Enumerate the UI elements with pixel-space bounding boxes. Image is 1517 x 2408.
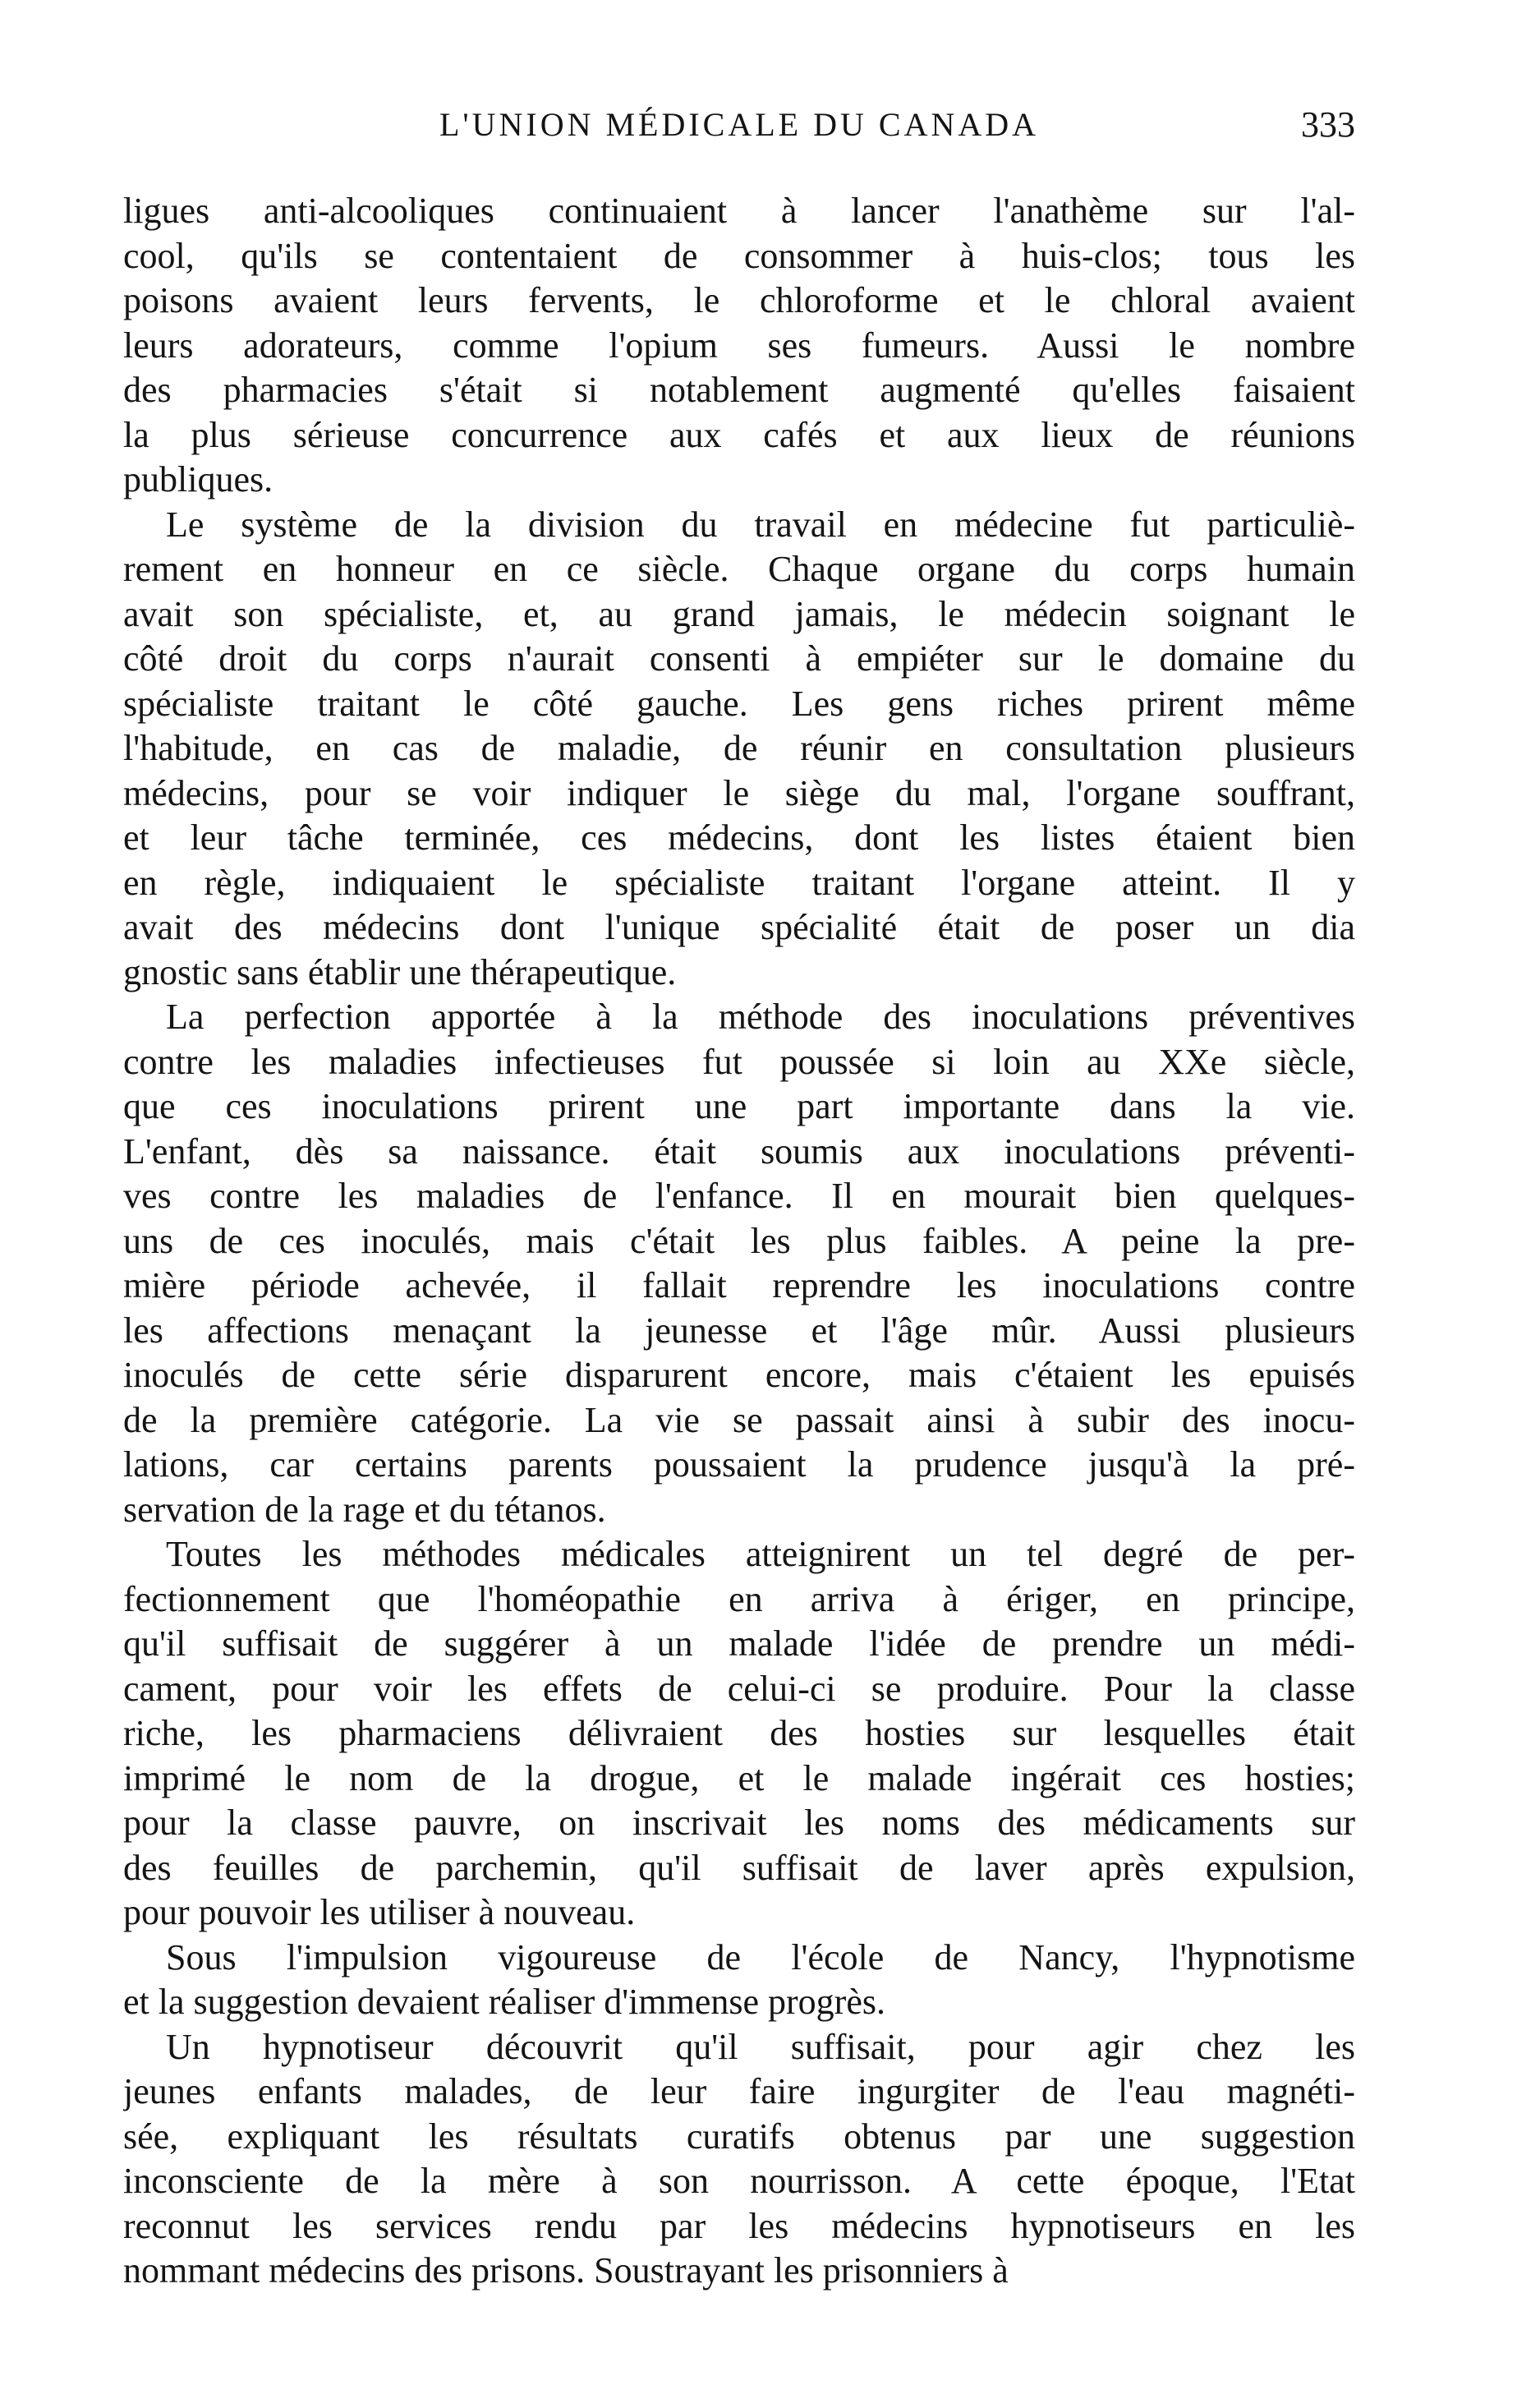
- text-line: que ces inoculations prirent une part importante dans la vie.: [123, 1086, 1355, 1126]
- text-line: riche, les pharmaciens délivraient des hosties sur lesquelles était: [123, 1713, 1355, 1753]
- text-line: cool, qu'ils se contentaient de consommer à huis-clos; tous les: [123, 235, 1355, 276]
- text-line: et leur tâche terminée, ces médecins, dont les listes étaient bien: [123, 817, 1355, 858]
- running-head: [123, 100, 1355, 150]
- text-line: Un hypnotiseur découvrit qu'il suffisait, pour agir chez les: [166, 2026, 1355, 2067]
- text-line: Sous l'impulsion vigoureuse de l'école de Nancy, l'hypnotisme: [166, 1936, 1355, 1978]
- text-line: lations, car certains parents poussaient la prudence jusqu'à la pré-: [123, 1444, 1355, 1485]
- text-line: de la première catégorie. La vie se passait ainsi à subir des inocu-: [123, 1399, 1355, 1440]
- text-line: rement en honneur en ce siècle. Chaque organe du corps humain: [123, 549, 1355, 589]
- text-line: sée, expliquant les résultats curatifs obtenus par une suggestion: [123, 2116, 1355, 2157]
- text-line: qu'il suffisait de suggérer à un malade l'idée de prendre un médi-: [123, 1623, 1355, 1664]
- text-line: la plus sérieuse concurrence aux cafés et aux lieux de réunions: [123, 414, 1355, 455]
- text-line: fectionnement que l'homéopathie en arriva à ériger, en principe,: [123, 1578, 1355, 1619]
- text-line: poisons avaient leurs fervents, le chloroforme et le chloral avaient: [123, 280, 1355, 320]
- text-line: médecins, pour se voir indiquer le siège du mal, l'organe souffrant,: [123, 772, 1355, 813]
- paragraph: [123, 503, 1355, 996]
- text-line: des feuilles de parchemin, qu'il suffisait de laver après expulsion,: [123, 1847, 1355, 1888]
- text-line: côté droit du corps n'aurait consenti à empiéter sur le domaine du: [123, 638, 1355, 679]
- body-text: [123, 189, 1355, 2294]
- text-line: jeunes enfants malades, de leur faire ingurgiter de l'eau magnéti-: [123, 2071, 1355, 2111]
- paragraph: [123, 1936, 1355, 2025]
- text-line: ligues anti-alcooliques continuaient à lancer l'anathème sur l'al-: [123, 191, 1355, 231]
- text-line: pour pouvoir les utiliser à nouveau.: [123, 1892, 636, 1932]
- text-line: servation de la rage et du tétanos.: [123, 1489, 606, 1530]
- text-line: des pharmacies s'était si notablement augmenté qu'elles faisaient: [123, 370, 1355, 410]
- text-line: uns de ces inoculés, mais c'était les plus faibles. A peine la pre-: [123, 1220, 1355, 1261]
- page-number: 333: [1301, 104, 1355, 145]
- text-line: imprimé le nom de la drogue, et le malade ingérait ces hosties;: [123, 1757, 1355, 1798]
- text-line: et la suggestion devaient réaliser d'immense progrès.: [123, 1982, 885, 2022]
- text-line: en règle, indiquaient le spécialiste traitant l'organe atteint. Il y: [123, 862, 1355, 903]
- paragraph: [123, 2025, 1355, 2294]
- paragraph: [123, 1532, 1355, 1936]
- text-line: avait des médecins dont l'unique spécialité était de poser un dia: [123, 907, 1355, 947]
- text-line: gnostic sans établir une thérapeutique.: [123, 951, 677, 992]
- text-line: cament, pour voir les effets de celui-ci se produire. Pour la classe: [123, 1668, 1355, 1709]
- text-line: contre les maladies infectieuses fut poussée si loin au XXe siècle,: [123, 1041, 1355, 1082]
- text-line: l'habitude, en cas de maladie, de réunir en consultation plusieurs: [123, 728, 1355, 768]
- paragraph: [123, 995, 1355, 1532]
- text-line: nommant médecins des prisons. Soustrayant les prisonniers à: [123, 2250, 1009, 2291]
- text-line: spécialiste traitant le côté gauche. Les gens riches prirent même: [123, 683, 1355, 724]
- text-line: La perfection apportée à la méthode des inoculations préventives: [166, 997, 1355, 1037]
- text-line: publiques.: [123, 459, 274, 500]
- text-line: L'enfant, dès sa naissance. était soumis aux inoculations préventi-: [123, 1130, 1355, 1172]
- text-line: pour la classe pauvre, on inscrivait les noms des médicaments sur: [123, 1803, 1355, 1843]
- book-page: [123, 0, 1355, 2408]
- text-line: ves contre les maladies de l'enfance. Il en mourait bien quelques-: [123, 1176, 1355, 1216]
- journal-title: L'UNION MÉDICALE DU CANADA: [439, 106, 1040, 143]
- text-line: reconnut les services rendu par les médecins hypnotiseurs en les: [123, 2205, 1355, 2246]
- text-line: les affections menaçant la jeunesse et l'âge mûr. Aussi plusieurs: [123, 1310, 1355, 1351]
- text-line: Le système de la division du travail en médecine fut particuliè-: [166, 504, 1355, 545]
- text-line: mière période achevée, il fallait reprendre les inoculations contre: [123, 1265, 1355, 1305]
- text-line: avait son spécialiste, et, au grand jamais, le médecin soignant le: [123, 593, 1355, 634]
- paragraph: [123, 189, 1355, 503]
- text-line: inconsciente de la mère à son nourrisson. A cette époque, l'Etat: [123, 2161, 1355, 2201]
- text-line: Toutes les méthodes médicales atteignirent un tel degré de per-: [166, 1534, 1355, 1574]
- text-line: inoculés de cette série disparurent encore, mais c'étaient les epuisés: [123, 1355, 1355, 1395]
- text-line: leurs adorateurs, comme l'opium ses fumeurs. Aussi le nombre: [123, 325, 1355, 366]
